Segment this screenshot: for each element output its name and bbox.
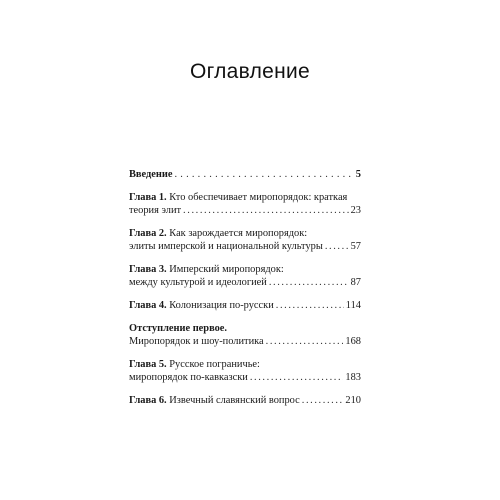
toc-entry-chapter-3[interactable]: [129, 263, 361, 289]
toc-chapter-prefix: Глава 6.: [129, 395, 167, 406]
toc-chapter-title-line2: миропорядок по-кавказски: [129, 372, 248, 383]
toc-digression-title: Миропорядок и шоу-политика: [129, 336, 264, 347]
toc-chapter-title-line2: теория элит: [129, 205, 182, 216]
toc-entry-chapter-6[interactable]: [129, 394, 361, 407]
toc-chapter-title-line1: Как зарождается миропорядок:: [166, 228, 308, 239]
toc-chapter-prefix: Глава 4.: [129, 300, 167, 311]
toc-entry-chapter-5[interactable]: [129, 358, 361, 384]
toc-chapter-prefix: Глава 2.: [129, 228, 167, 239]
toc-digression-heading: Отступление первое.: [129, 323, 228, 334]
toc-page-number: 168: [345, 336, 361, 347]
toc-page-number: 23: [350, 205, 361, 216]
toc-entry-chapter-1[interactable]: [129, 191, 361, 217]
toc-chapter-title-line2: между культурой и идеологией: [129, 277, 267, 288]
toc-page-number: 5: [355, 169, 361, 180]
dot-leader: [174, 168, 353, 181]
toc-chapter-title-line1: Имперский миропорядок:: [166, 264, 284, 275]
dot-leader: [325, 240, 349, 253]
toc-entry-chapter-4[interactable]: [129, 299, 361, 312]
dot-leader: [183, 204, 349, 217]
dot-leader: [250, 371, 344, 384]
toc-page-number: 87: [350, 277, 361, 288]
dot-leader: [276, 299, 344, 312]
dot-leader: [269, 276, 349, 289]
toc-page-number: 210: [345, 395, 361, 406]
toc-chapter-prefix: Глава 5.: [129, 359, 167, 370]
toc-chapter-title-line1: Извечный славянский вопрос: [166, 395, 300, 406]
dot-leader: [302, 394, 344, 407]
page-title: Оглавление: [189, 60, 311, 83]
toc-chapter-title-line1: Колонизация по-русски: [166, 300, 274, 311]
dot-leader: [266, 335, 344, 348]
toc-chapter-title-line1: Кто обеспечивает миропорядок: краткая: [166, 192, 348, 203]
toc-page-number: 183: [345, 372, 361, 383]
table-of-contents: [129, 168, 361, 407]
toc-chapter-title-line1: Русское пограничье:: [166, 359, 260, 370]
toc-entry-digression-1[interactable]: [129, 322, 361, 348]
toc-page-number: 114: [345, 300, 361, 311]
toc-chapter-prefix: Глава 3.: [129, 264, 167, 275]
toc-page-number: 57: [350, 241, 361, 252]
toc-chapter-prefix: Глава 1.: [129, 192, 167, 203]
toc-entry-intro[interactable]: [129, 168, 361, 181]
toc-intro-label: Введение: [129, 169, 173, 180]
toc-entry-chapter-2[interactable]: [129, 227, 361, 253]
toc-chapter-title-line2: элиты имперской и национальной культуры: [129, 241, 323, 252]
